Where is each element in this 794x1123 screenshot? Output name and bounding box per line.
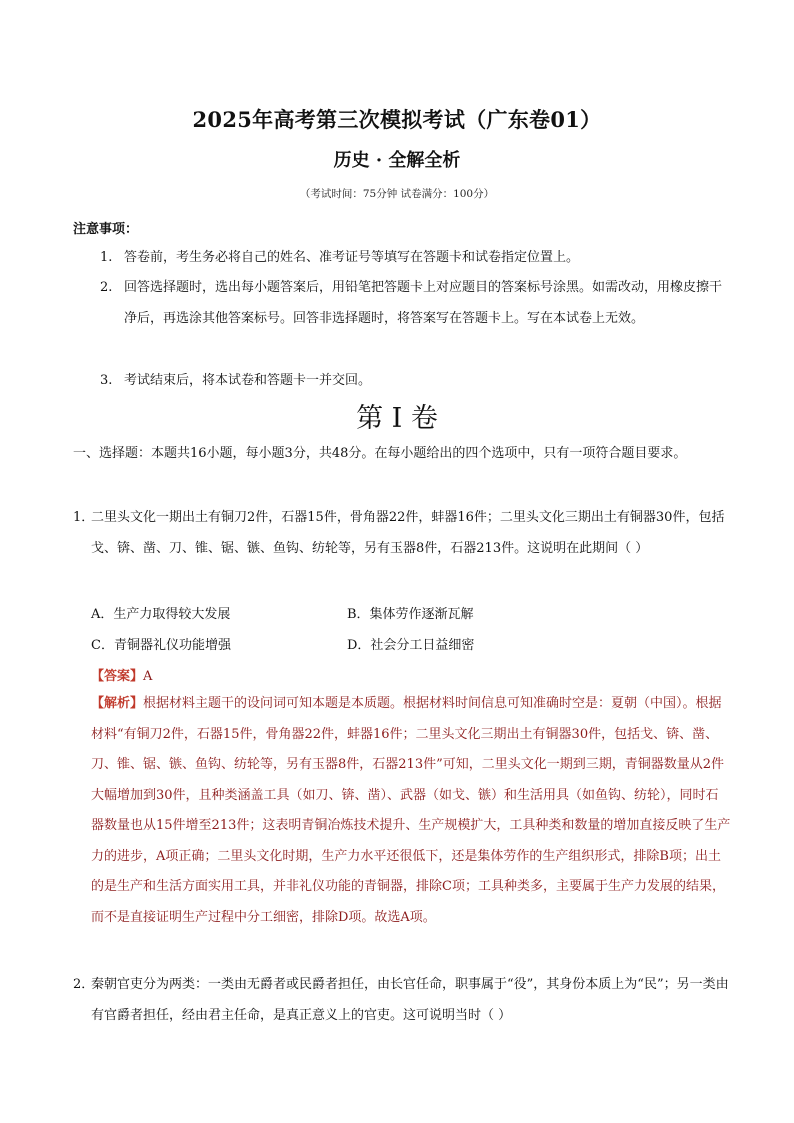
option-d: D．社会分工日益细密 <box>347 638 475 653</box>
exam-info: （考试时间：75分钟 试卷满分：100分） <box>299 188 495 200</box>
answer-value: A <box>143 669 153 684</box>
notice-item-3 <box>100 366 725 397</box>
notice-item-text: 回答选择题时，选出每小题答案后，用铅笔把答题卡上对应题目的答案标号涂黑。如需改动，用橡皮擦干净后，再选涂其他答案标号。回答非选择题时，将答案写在答题卡上。写在本试卷上无效。 <box>124 280 723 326</box>
question-stem: 秦朝官吏分为两类：一类由无爵者或民爵者担任，由长官任命，职事属于“役”，其身份本质上为“民”；另一类由有官爵者担任，经由君主任命，是真正意义上的官吏。这可说明当时（ ） <box>91 977 729 1023</box>
question-2 <box>73 970 733 1031</box>
answer-label: 【答案】 <box>91 669 144 684</box>
notice-item-number: 3. <box>100 373 113 388</box>
analysis-text: 根据材料主题干的设问词可知本题是本质题。根据材料时间信息可知准确时空是：夏朝（中国）。根据材料“有铜刀2件，石器15件，骨角器22件，蚌器16件；二里头文化三期出土有铜器30件，包括戈、锛、凿、刀、锥、锯、镞、鱼钩、纺轮等，另有玉器8件，石器213件”可知，二里头文化一期到三期，青铜器数量从2件大幅增加到30件，且种类涵盖工具（如刀、锛、凿）、武器（如戈、镞）和生活用具（如鱼钩、纺轮），同时石器数量也从15件增至213件；这表明青铜冶炼技术提升、生产规模扩大，工具种类和数量的增加直接反映了生产力的进步，A项正确；二里头文化时期，生产力水平还很低下，还是集体劳作的生产组织形式，排除B项；出土的是生产和生活方面实用工具，并非礼仪功能的青铜器，排除C项；工具种类多，主要属于生产力发展的结果，而不是直接证明生产过程中分工细密，排除D项。故选A项。 <box>91 696 731 925</box>
volume-title: 第 I 卷 <box>356 403 438 434</box>
notice-item-text: 答卷前，考生务必将自己的姓名、准考证号等填写在答题卡和试卷指定位置上。 <box>124 250 580 265</box>
question-1 <box>73 503 733 564</box>
notice-heading: 注意事项： <box>73 222 139 237</box>
notice-item-number: 1. <box>100 250 113 265</box>
option-a: A．生产力取得较大发展 <box>91 607 231 622</box>
notice-item-2 <box>100 273 725 334</box>
section-intro: 一、选择题：本题共16小题，每小题3分，共48分。在每小题给出的四个选项中，只有一项符合题目要求。 <box>73 446 687 461</box>
question-number: 2． <box>73 977 95 992</box>
notice-item-text: 考试结束后，将本试卷和答题卡一并交回。 <box>124 373 372 388</box>
analysis-block <box>91 689 731 933</box>
analysis-label: 【解析】 <box>91 696 144 711</box>
question-number: 1． <box>73 510 95 525</box>
option-b: B．集体劳作逐渐瓦解 <box>347 607 474 622</box>
option-c: C．青铜器礼仪功能增强 <box>91 638 231 653</box>
document-subtitle: 历史 · 全解全析 <box>333 150 461 171</box>
question-stem: 二里头文化一期出土有铜刀2件，石器15件，骨角器22件，蚌器16件；二里头文化三期出土有铜器30件，包括戈、锛、凿、刀、锥、锯、镞、鱼钩、纺轮等，另有玉器8件，石器213件。这说明在此期间（ ） <box>91 510 725 556</box>
notice-item-number: 2. <box>100 280 113 295</box>
notice-item-1 <box>100 243 725 274</box>
answer-line <box>91 665 152 684</box>
document-title: 2025年高考第三次模拟考试（广东卷01） <box>192 107 602 132</box>
